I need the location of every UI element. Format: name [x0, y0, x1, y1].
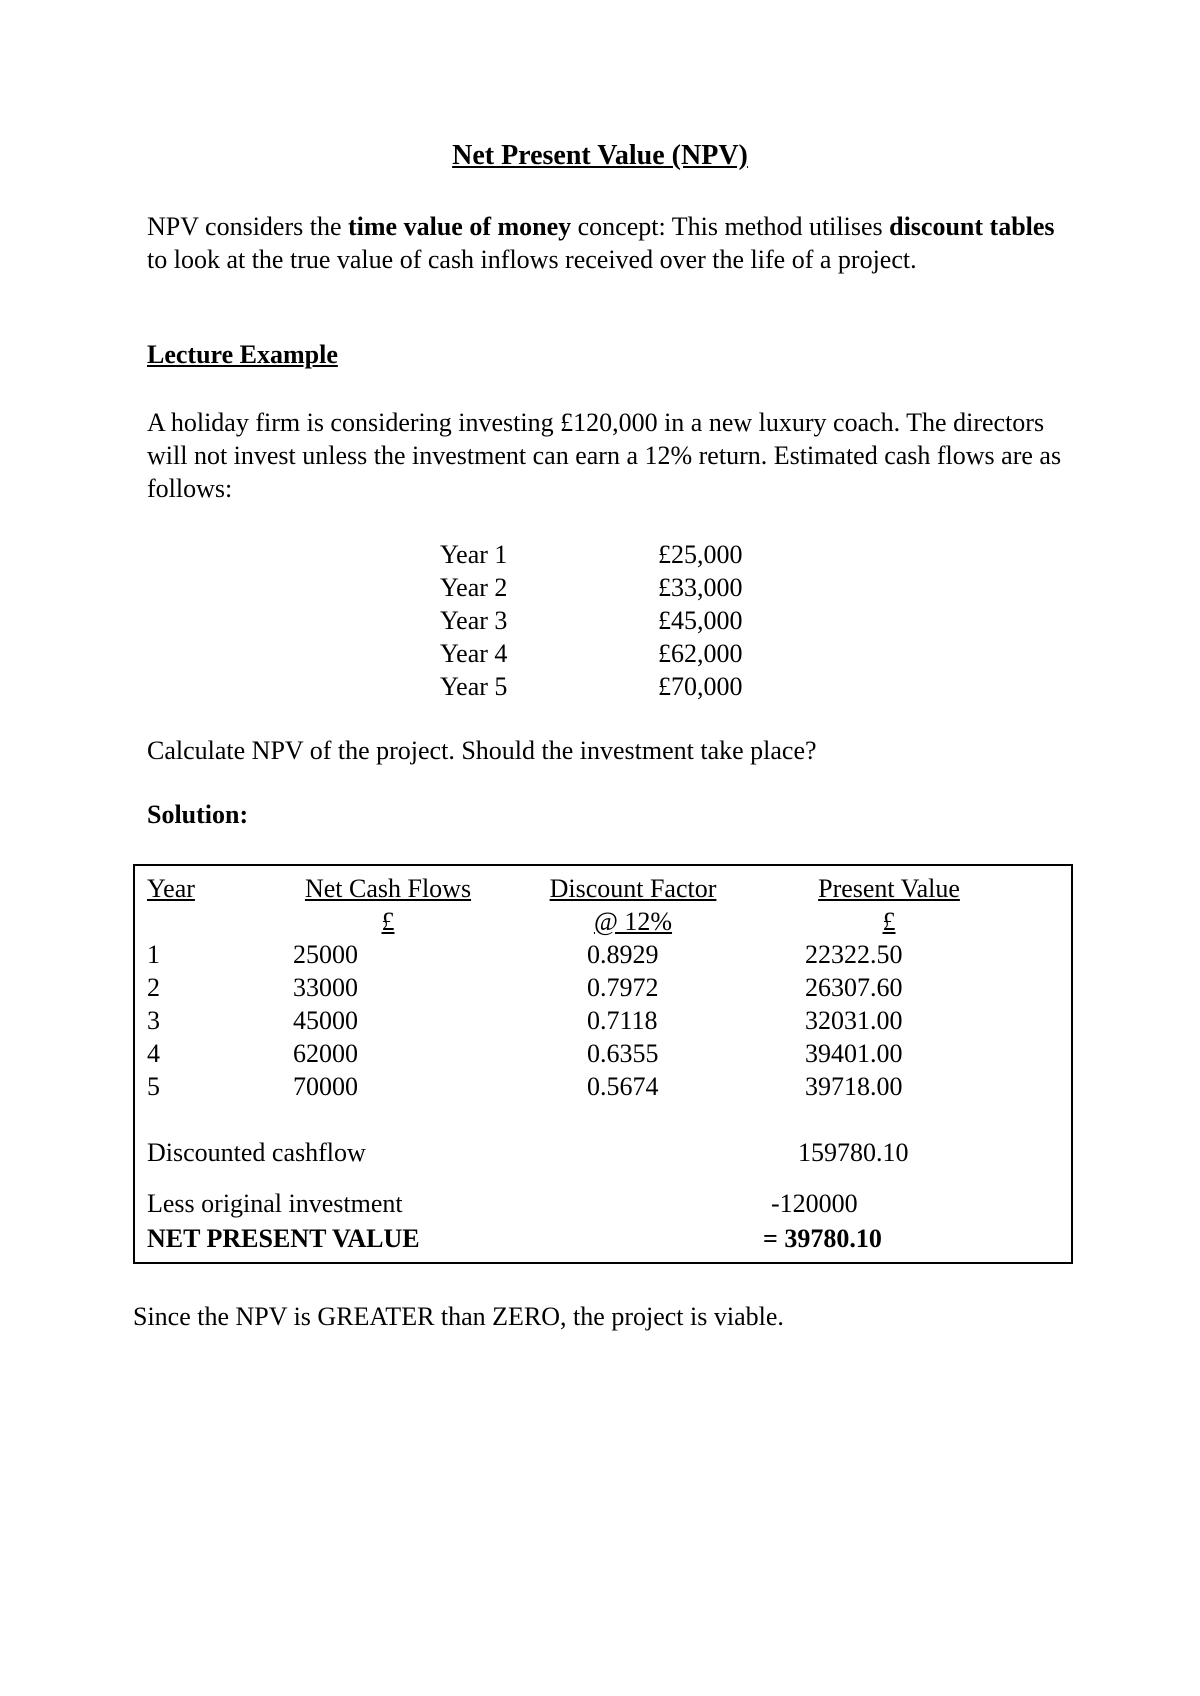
npv-label: NET PRESENT VALUE [147, 1224, 420, 1253]
section-heading: Lecture Example [147, 340, 338, 369]
cash-flow-year: Year 5 [440, 672, 508, 701]
cell-factor: 0.8929 [587, 940, 659, 969]
cell-pv: 39718.00 [805, 1072, 903, 1101]
discounted-cashflow-label: Discounted cashflow [147, 1138, 366, 1167]
page-title: Net Present Value (NPV) [452, 140, 748, 171]
header-present-value: Present Value [818, 874, 960, 903]
problem-paragraph: A holiday firm is considering investing £120,000 in a new luxury coach. The directors will not invest unless the investment can earn a 12% return. Estimated cash flows are as follows: [147, 408, 1062, 503]
cash-flow-amount: £25,000 [658, 540, 743, 569]
table-row [135, 1037, 1071, 1070]
cell-factor: 0.6355 [587, 1039, 659, 1068]
npv-row [135, 1222, 1071, 1255]
cell-year: 3 [147, 1006, 160, 1035]
cash-flow-amount: £70,000 [658, 672, 743, 701]
less-investment-value: -120000 [771, 1189, 858, 1218]
cash-flow-list [440, 538, 778, 703]
intro-text-2: concept: This method utilises [571, 212, 890, 241]
cash-flow-item [440, 538, 778, 571]
table-header-row [135, 872, 1071, 905]
cell-pv: 26307.60 [805, 973, 903, 1002]
solution-table [133, 864, 1073, 1264]
cell-flow: 33000 [293, 973, 358, 1002]
unit-discount-factor: @ 12% [593, 907, 673, 936]
cell-flow: 45000 [293, 1006, 358, 1035]
cell-year: 1 [147, 940, 160, 969]
intro-text-3: to look at the true value of cash inflows received over the life of a project. [147, 245, 917, 274]
cell-year: 2 [147, 973, 160, 1002]
cell-flow: 25000 [293, 940, 358, 969]
cell-flow: 70000 [293, 1072, 358, 1101]
cash-flow-year: Year 1 [440, 540, 508, 569]
cash-flow-item [440, 637, 778, 670]
table-row [135, 1004, 1071, 1037]
cell-factor: 0.5674 [587, 1072, 659, 1101]
less-investment-label: Less original investment [147, 1189, 403, 1218]
conclusion-text: Since the NPV is GREATER than ZERO, the project is viable. [133, 1302, 784, 1331]
cash-flow-amount: £62,000 [658, 639, 743, 668]
header-year: Year [147, 874, 195, 903]
cell-pv: 22322.50 [805, 940, 903, 969]
cash-flow-item [440, 670, 778, 703]
cell-year: 5 [147, 1072, 160, 1101]
table-row [135, 1070, 1071, 1103]
intro-bold-2: discount tables [889, 212, 1055, 241]
table-unit-row [135, 905, 1071, 938]
table-row [135, 938, 1071, 971]
npv-value: = 39780.10 [763, 1224, 882, 1253]
cash-flow-year: Year 4 [440, 639, 508, 668]
intro-text-1: NPV considers the [147, 212, 349, 241]
cash-flow-amount: £45,000 [658, 606, 743, 635]
discounted-cashflow-row [135, 1136, 1071, 1169]
question-text: Calculate NPV of the project. Should the investment take place? [147, 736, 817, 765]
cash-flow-amount: £33,000 [658, 573, 743, 602]
cash-flow-item [440, 571, 778, 604]
cell-pv: 32031.00 [805, 1006, 903, 1035]
cell-year: 4 [147, 1039, 160, 1068]
discounted-cashflow-value: 159780.10 [798, 1138, 909, 1167]
cell-factor: 0.7118 [587, 1006, 658, 1035]
unit-net-cash-flows: £ [381, 907, 395, 936]
less-investment-row [135, 1187, 1071, 1220]
cell-pv: 39401.00 [805, 1039, 903, 1068]
intro-bold-1: time value of money [348, 212, 572, 241]
cash-flow-item [440, 604, 778, 637]
cell-factor: 0.7972 [587, 973, 659, 1002]
intro-paragraph [147, 210, 1077, 276]
cash-flow-year: Year 3 [440, 606, 508, 635]
table-row [135, 971, 1071, 1004]
solution-label: Solution: [147, 800, 249, 829]
cash-flow-year: Year 2 [440, 573, 508, 602]
header-discount-factor: Discount Factor [549, 874, 717, 903]
header-net-cash-flows: Net Cash Flows [304, 874, 472, 903]
cell-flow: 62000 [293, 1039, 358, 1068]
unit-present-value: £ [882, 907, 896, 936]
